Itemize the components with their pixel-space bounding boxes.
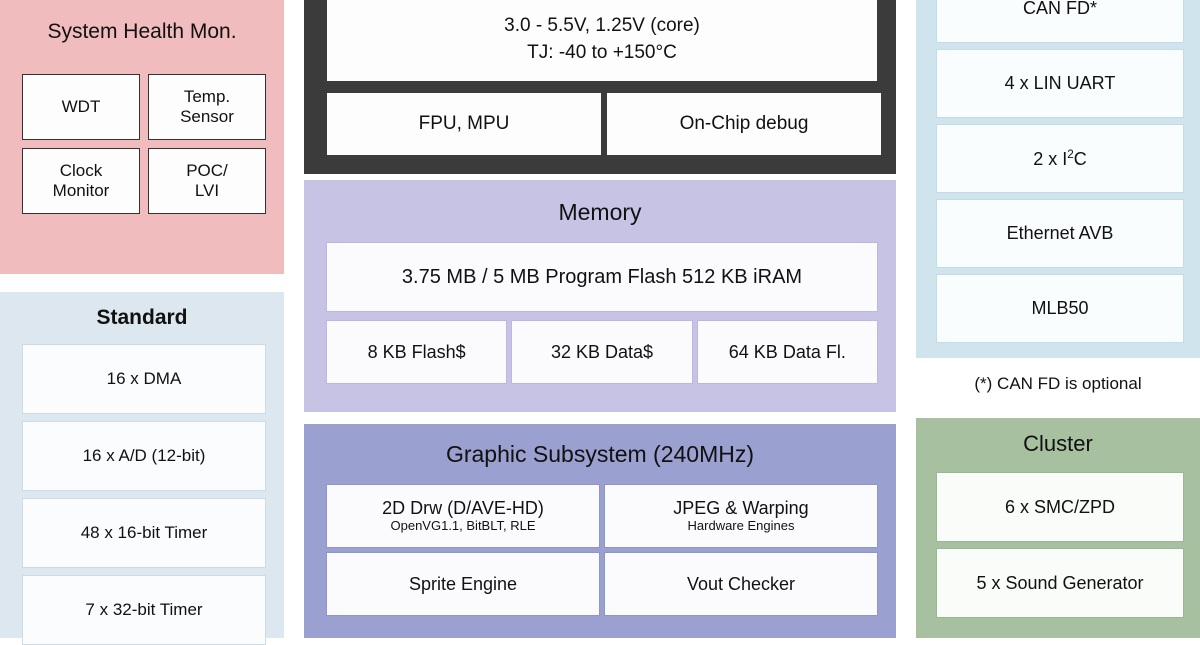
memory-cell-program-flash [326,242,878,312]
canfd-footnote: (*) CAN FD is optional [974,374,1142,393]
health-cell-temp-sensor [148,74,266,140]
cpu-cell-fpu-mpu-label: FPU, MPU [418,113,510,135]
graphic-cell-grid [326,484,878,616]
health-cell-temp-sensor-line2: Sensor [180,107,234,126]
memory-cell-flash-cache-label: 8 KB Flash$ [367,341,466,362]
cluster-item-smc-zpd [936,472,1184,542]
health-cell-grid [22,74,266,214]
graphic-cell-vout-checker [604,552,878,616]
standard-item-ad [22,421,266,491]
group-title-graphic-subsystem: Graphic Subsystem (240MHz) [445,441,755,467]
cpu-cell-onchip-debug [606,92,882,156]
cpu-feature-row [326,92,878,156]
standard-list [22,344,266,645]
graphic-cell-2d-draw-sublabel: OpenVG1.1, BitBLT, RLE [390,517,536,533]
graphic-cell-jpeg-warping [604,484,878,548]
connectivity-item-ethernet-avb [936,199,1184,268]
connectivity-item-mlb50-label: MLB50 [1031,298,1089,319]
memory-cell-program-flash-label: 3.75 MB / 5 MB Program Flash 512 KB iRAM [401,265,803,288]
cpu-voltage-label: 3.0 - 5.5V, 1.25V (core) [504,14,700,36]
health-cell-temp-sensor-line1: Temp. [183,87,231,107]
connectivity-item-canfd [936,0,1184,43]
memory-cell-data-cache-label: 32 KB Data$ [550,341,654,362]
graphic-cell-jpeg-warping-label: JPEG & Warping [673,498,809,519]
cluster-item-smc-zpd-label: 6 x SMC/ZPD [1004,496,1115,517]
cpu-voltage-temp-cell [326,0,878,82]
cpu-cell-fpu-mpu [326,92,602,156]
group-title-standard: Standard [96,306,188,329]
standard-item-timer32 [22,575,266,645]
health-cell-poc-lvi-line1: POC/ [186,161,228,181]
group-cpu-core [304,0,896,174]
cpu-cell-onchip-debug-label: On-Chip debug [679,113,809,135]
standard-item-timer16-label: 48 x 16-bit Timer [80,523,208,543]
group-title-memory: Memory [558,199,642,225]
graphic-cell-jpeg-warping-sublabel: Hardware Engines [687,517,795,533]
standard-item-dma-label: 16 x DMA [106,369,182,389]
health-cell-clock-monitor-line1: Clock [59,161,103,181]
group-connectivity [916,0,1200,358]
standard-item-timer16 [22,498,266,568]
connectivity-item-canfd-label: CAN FD* [1022,0,1097,19]
connectivity-item-lin-uart [936,49,1184,118]
health-cell-poc-lvi [148,148,266,214]
group-system-health-monitor [0,0,284,274]
connectivity-item-ethernet-avb-label: Ethernet AVB [1006,223,1114,244]
memory-cell-flash-cache [326,320,507,384]
health-cell-wdt [22,74,140,140]
memory-cell-data-flash [697,320,878,384]
health-cell-clock-monitor-line2: Monitor [52,181,110,200]
group-graphic-subsystem [304,424,896,638]
graphic-cell-2d-draw [326,484,600,548]
memory-cell-data-flash-label: 64 KB Data Fl. [728,341,846,362]
graphic-cell-2d-draw-label: 2D Drw (D/AVE-HD) [382,498,544,519]
memory-cache-row [326,320,878,384]
cpu-tj-label: TJ: -40 to +150°C [527,42,677,64]
connectivity-item-i2c-label: 2 x $I^2C$ [1033,147,1087,169]
connectivity-item-i2c [936,124,1184,193]
health-cell-poc-lvi-line2: LVI [194,181,220,200]
graphic-cell-sprite-engine-label: Sprite Engine [408,573,518,594]
group-title-cluster: Cluster [1023,431,1093,456]
health-cell-clock-monitor [22,148,140,214]
connectivity-item-mlb50 [936,274,1184,343]
group-cluster [916,418,1200,638]
group-title-system-health-monitor: System Health Mon. [47,20,237,43]
standard-item-timer32-label: 7 x 32-bit Timer [85,600,203,620]
graphic-cell-sprite-engine [326,552,600,616]
cluster-list [936,472,1184,618]
cluster-item-sound-generator [936,548,1184,618]
standard-item-dma [22,344,266,414]
graphic-cell-vout-checker-label: Vout Checker [686,573,796,594]
group-standard [0,292,284,638]
health-cell-wdt-label: WDT [61,97,101,117]
connectivity-list [936,0,1184,343]
standard-item-ad-label: 16 x A/D (12-bit) [82,446,206,466]
memory-cell-data-cache [511,320,692,384]
group-memory [304,180,896,412]
cluster-item-sound-generator-label: 5 x Sound Generator [976,572,1144,593]
connectivity-item-lin-uart-label: 4 x LIN UART [1004,73,1116,94]
